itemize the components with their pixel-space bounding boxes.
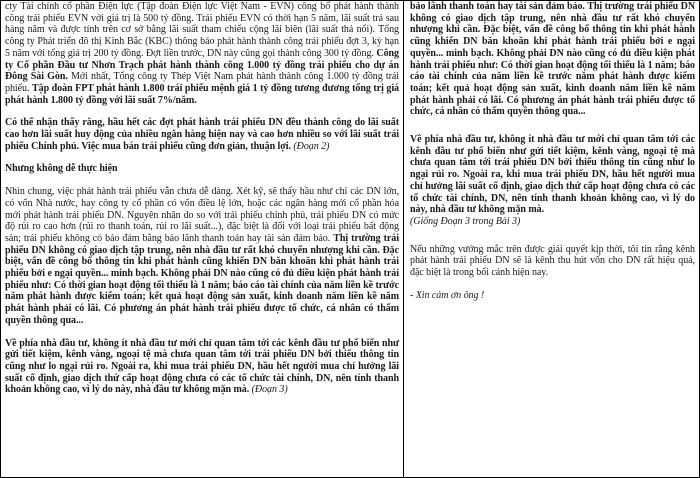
p1-bold-nhon-trach: Công ty Cổ phần Đầu tư Nhơn Trạch phát hành thành công 1.000 tỷ đồng trái phiếu cho dự án Đông Sài Gòn. [5, 47, 399, 83]
left-column [1, 1, 404, 477]
p3-bold: Thị trường trái phiếu DN không có giao dịch tập trung, nên nhà đầu tư rất khó chuyển nhượng khi cần. Đặc biệt, vấn đề công bố thông tin khi phát hành cũng khiến DN băn khoăn khi phát hành trái phiếu bởi e ngại quyền... minh bạch. Không phải DN nào cũng có đủ điều kiện phát hành trái phiếu như: Có thời gian hoạt động tối thiểu là 1 năm; báo cáo tài chính của năm liền kề trước năm phát hành được kiểm toán; kết quả hoạt động sản xuất, kinh doanh năm liền kề năm phát hành phải có lãi. Có phương án phát hành trái phiếu được tổ chức, cá nhân có thẩm quyền thông qua... [5, 232, 399, 326]
section-heading [5, 163, 399, 175]
p4-bold: Về phía nhà đầu tư, không ít nhà đầu tư mới chỉ quan tâm tới các kênh đầu tư phổ biến như gửi tiết kiệm, kênh vàng, ngoại tệ mà chưa quan tâm tới trái phiếu DN bởi thiếu thông tin cũng như lo ngại rủi ro. Ngoài ra, khi mua trái phiếu DN, hầu hết người mua chỉ hưởng lãi suất cố định, giao dịch thứ cấp hoạt động chưa có các tổ chức tài chính, DN, nên tính thanh khoản không cao, vì lý do này, nhà đầu tư không mặn mà. [5, 337, 399, 396]
p4-note: (Đoạn 3) [251, 384, 288, 396]
right-column [404, 1, 699, 477]
closing-thanks [410, 290, 695, 302]
right-paragraph-2 [410, 134, 695, 228]
p2-note: (Đoạn 2) [293, 140, 330, 152]
paragraph-1 [5, 1, 399, 106]
r2-bold: Về phía nhà đầu tư, không ít nhà đầu tư mới chỉ quan tâm tới các kênh đầu tư phổ biến như gửi tiết kiệm, kênh vàng, ngoại tệ mà chưa quan tâm tới trái phiếu DN bởi thiếu thông tin cũng như lo ngại rủi ro. Ngoài ra, khi mua trái phiếu DN, hầu hết người mua chỉ hưởng lãi suất cố định, giao dịch thứ cấp hoạt động chưa có các tổ chức tài chính, DN, nên tính thanh khoản không cao, vì lý do này, nhà đầu tư không mặn mà. [410, 134, 695, 216]
paragraph-2 [5, 117, 399, 152]
thanks-text: - Xin cảm ơn ông ! [410, 289, 485, 301]
paragraph-4 [5, 338, 399, 397]
paragraph-3 [5, 186, 399, 326]
p1-bold-fpt: Tập đoàn FPT phát hành 1.800 trái phiếu mệnh giá 1 tỷ đồng tương đương tổng trị giá phát hành 1.800 tỷ đồng với lãi suất 7%/năm. [5, 82, 399, 106]
r2-note: (Giống Đoạn 3 trong Bài 3) [410, 215, 521, 227]
p1-text-2: Mới nhất, Tổng công ty Thép Việt Nam phát hành thành công 1.000 tỷ đồng trái phiếu. [5, 71, 399, 94]
r1-bold: bảo lãnh thanh toán hay tài sản đảm bảo. Thị trường trái phiếu DN không có giao dịch tập trung, nên nhà đầu tư rất khó chuyển nhượng khi cần. Đặc biệt, vấn đề công bố thông tin khi phát hành cũng khiến DN băn khoăn khi phát hành trái phiếu bởi e ngại quyền... minh bạch. Không phải DN nào cũng có đủ điều kiện phát hành trái phiếu như: Có thời gian hoạt động tối thiểu là 1 năm; báo cáo tài chính của năm liền kề trước năm phát hành được kiểm toán; kết quả hoạt động sản xuất, kinh doanh năm liền kề năm phát hành phải có lãi. Có phương án phát hành trái phiếu được tổ chức, cá nhân có thẩm quyền thông qua... [410, 1, 695, 118]
right-paragraph-3: Nếu những vướng mắc trên được giải quyết kịp thời, tôi tin rằng kênh phát hành trái phiếu DN sẽ là kênh thu hút vốn cho DN rất hiệu quả, đặc biệt là trong bối cảnh hiện nay. [410, 243, 695, 279]
p2-bold: Có thể nhận thấy rằng, hầu hết các đợt phát hành trái phiếu DN đều thành công do lãi suất cao hơn lãi suất huy động của nhiều ngân hàng hiện nay và cao hơn nhiều so với lãi suất trái phiếu Chính phủ. Việc mua bán trái phiếu cũng đơn giản, thuận lợi. [5, 117, 399, 152]
p3-text: Nhìn chung, việc phát hành trái phiếu vẫn chưa dễ dàng. Xét kỹ, sẽ thấy hầu như chỉ các DN lớn, có vốn Nhà nước, hay công ty cổ phần có vốn điều lệ lớn, hoặc các ngân hàng mới cổ phần hóa mới phát hành trái phiếu DN. Nguyên nhân do so với trái phiếu chính phủ, trái phiếu DN có mức độ rủi ro cao hơn (rủi ro thanh toán, rủi ro lãi suất...), đặc biệt là đối với loại trái phiếu bất động sản; trái phiếu không có bảo đảm bằng bảo lãnh thanh toán hay tài sản đảm bảo. [5, 186, 399, 244]
heading-text: Nhưng không dễ thực hiện [5, 163, 118, 175]
right-paragraph-1 [410, 1, 695, 118]
p1-text: cty Tài chính cổ phần Điện lực (Tập đoàn Điện lực Việt Nam - EVN) công bố phát hành thành công trái phiếu EVN với giá trị là 500 tỷ đồng. Trái phiếu EVN có thời hạn 5 năm, lãi suất trả sau hàng năm và được tính trên cơ sở bằng lãi suất tham chiếu cộng lãi biên (lãi suất thả nổi). Tổng công ty Phát triển đô thị Kinh Bắc (KBC) thông báo phát hành thành công trái phiếu đợt 3, kỳ hạn 5 năm với tổng giá trị 200 tỷ đồng. Đợt liền trước, DN này cũng gọi thành công 300 tỷ đồng. [5, 1, 399, 59]
